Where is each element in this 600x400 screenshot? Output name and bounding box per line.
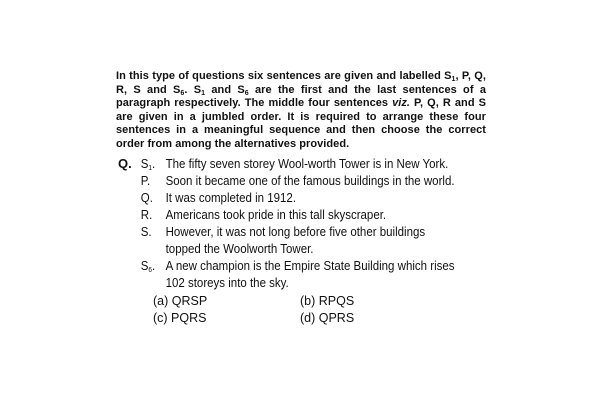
subscript-1b: 1: [201, 89, 206, 97]
sentence-r-text: Americans took pride in this tall skyscraper.: [165, 208, 387, 222]
instructions-text-3: . S: [184, 83, 202, 96]
instructions-text-6: P, Q, R and S are given in a jumbled order. It is required to arrange these four sentences in a meaningful sequence and then choose the correct order from among the alternatives provided.: [116, 97, 486, 150]
subscript-1: 1: [451, 76, 456, 83]
sentence-s1-label: $S_1$.: [140, 157, 156, 172]
sentence-s6-text-line1: A new champion is the Empire State Building which rises: [165, 259, 455, 273]
option-a[interactable]: (a) QRSP: [153, 294, 208, 308]
sentence-r-label: R.: [140, 208, 153, 222]
instructions-text-5: are the first and the last sentences of a paragraph respectively. The middle four sentences: [116, 83, 486, 109]
sentence-s-label: S.: [140, 225, 152, 239]
subscript-6: 6: [180, 89, 185, 97]
instructions-viz: viz.: [392, 97, 411, 109]
subscript-6b: 6: [244, 89, 249, 97]
sentence-p-label: P.: [140, 174, 151, 188]
instructions-text-2: , P, Q, R, S and S: [116, 70, 486, 96]
option-c[interactable]: (c) PQRS: [153, 311, 207, 325]
option-b[interactable]: (b) RPQS: [300, 294, 355, 308]
sentence-q-text: It was completed in 1912.: [165, 191, 297, 205]
instructions-paragraph: [116, 70, 486, 151]
instructions-text-4: and S: [205, 83, 245, 96]
sentence-s-text-line1: However, it was not long before five other buildings: [165, 225, 426, 239]
sentence-s6-label: $S_6$.: [140, 259, 156, 274]
sentence-s1-text: The fifty seven storey Wool-worth Tower is in New York.: [165, 157, 449, 171]
sentence-s6-text-line2: 102 storeys into the sky.: [165, 276, 289, 290]
sentence-p-text: Soon it became one of the famous buildings in the world.: [165, 174, 455, 188]
instructions-text-1: In this type of questions six sentences are given and labelled S: [116, 70, 452, 82]
question-label: Q.: [118, 156, 132, 171]
option-d[interactable]: (d) QPRS: [300, 311, 355, 325]
sentence-s-text-line2: topped the Woolworth Tower.: [165, 242, 314, 256]
sentence-q-label: Q.: [140, 191, 153, 205]
